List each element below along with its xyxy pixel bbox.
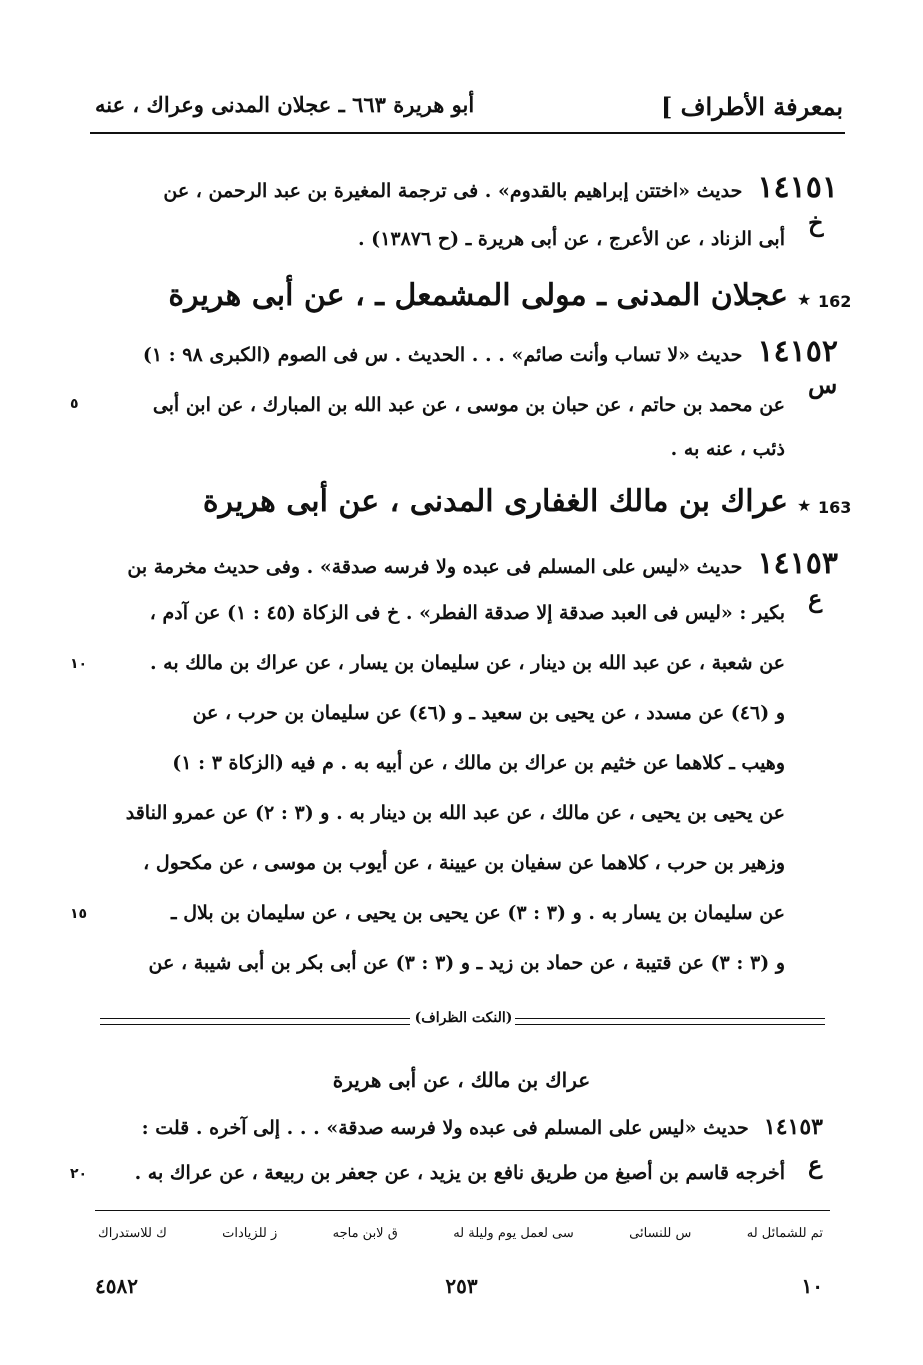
footnote-legend (98, 1226, 823, 1241)
footer-volume: ١٠ (801, 1274, 823, 1298)
divider-rule-right (515, 1018, 825, 1025)
divider-text: النكت الظراف (421, 1010, 506, 1026)
nukat-line1 (142, 1114, 823, 1140)
entry-14153-line8: عن سليمان بن يسار به . و (٣ : ٣) عن يحيى بن يحيى ، عن سليمان بن بلال ـ (171, 902, 785, 924)
entry-14152-line2: عن محمد بن حاتم ، عن حبان بن موسى ، عن عبد الله بن المبارك ، عن ابن أبى (152, 394, 785, 416)
legend-item: ك للاستدراك (98, 1226, 167, 1241)
nukat-sigla: ع (808, 1150, 823, 1179)
entry-text: حديث «لا تساب وأنت صائم» . . . الحديث . س فى الصوم (الكبرى ٩٨ : ١) (142, 344, 743, 366)
entry-number: ١٤١٥٢ (757, 334, 838, 369)
footnote-rule (95, 1210, 830, 1211)
entry-14153-line6: عن يحيى بن يحيى ، عن مالك ، عن عبد الله بن دينار به . و (٣ : ٢) عن عمرو الناقد (125, 802, 785, 824)
nukat-number: ١٤١٥٣ (763, 1114, 823, 1140)
section-163-star: ★ (797, 496, 812, 515)
entry-14153-sigla: ع (808, 584, 823, 613)
section-162-title: عجلان المدنى ـ مولى المشمعل ـ ، عن أبى هريرة (168, 278, 788, 313)
nukat-text: حديث «ليس على المسلم فى عبده ولا فرسه صدقة» . . . إلى آخره . قلت : (141, 1117, 749, 1139)
entry-14153-line7: وزهير بن حرب ، كلاهما عن سفيان بن عيينة ، عن أيوب بن موسى ، عن مكحول ، (143, 852, 785, 874)
section-162-number: 162 (818, 292, 852, 311)
entry-14153-line5: وهيب ـ كلاهما عن خثيم بن عراك بن مالك ، عن أبيه به . م فيه (الزكاة ٣ : ١) (172, 752, 785, 774)
running-header-right: بمعرفة الأطراف ] (660, 92, 843, 121)
margin-line-10: ١٠ (70, 656, 88, 672)
entry-14153-line3: عن شعبة ، عن عبد الله بن دينار ، عن سليمان بن يسار ، عن عراك بن مالك به . (149, 652, 785, 674)
entry-14153-line2: بكير : «ليس فى العبد صدقة إلا صدقة الفطر» . خ فى الزكاة (٤٥ : ١) عن آدم ، (149, 602, 785, 624)
running-header-left: أبو هريرة ٦٦٣ ـ عجلان المدنى وعراك ، عنه (95, 92, 475, 117)
divider-rule-left (100, 1018, 410, 1025)
legend-item: ق لابن ماجه (332, 1226, 398, 1241)
margin-line-20: ٢٠ (70, 1166, 88, 1182)
legend-item: س للنسائى (629, 1226, 692, 1241)
section-163-title: عراك بن مالك الغفارى المدنى ، عن أبى هريرة (202, 484, 788, 519)
footer-page-number: ٢٥٣ (445, 1274, 478, 1298)
nukat-line2: أخرجه قاسم بن أصبغ من طريق نافع بن يزيد ، عن جعفر بن ربيعة ، عن عراك به . (134, 1162, 785, 1184)
nukat-heading: عراك بن مالك ، عن أبى هريرة (332, 1068, 591, 1092)
section-163-number: 163 (818, 498, 852, 517)
divider-label: (النكت الظراف) (414, 1010, 513, 1026)
margin-line-5: ٥ (70, 396, 79, 412)
legend-item: تم للشمائل له (746, 1226, 823, 1241)
entry-number: ١٤١٥٣ (757, 546, 838, 581)
section-162-star: ★ (797, 290, 812, 309)
entry-text: حديث «ليس على المسلم فى عبده ولا فرسه صدقة» . وفى حديث مخرمة بن (127, 556, 743, 578)
entry-14152-line1 (143, 334, 838, 369)
entry-14152-line3: ذئب ، عنه به . (670, 438, 785, 460)
entry-14151-line1 (163, 170, 838, 205)
entry-14152-sigla: س (808, 370, 838, 399)
entry-14151-line2: أبى الزناد ، عن الأعرج ، عن أبى هريرة ـ (ح ١٣٨٧٦) . (357, 228, 785, 250)
margin-line-15: ١٥ (70, 906, 88, 922)
entry-14153-line1 (127, 546, 838, 581)
entry-14151-sigla: خ (808, 208, 824, 237)
entry-14153-line4: و (٤٦) عن مسدد ، عن يحيى بن سعيد ـ و (٤٦) عن سليمان بن حرب ، عن (192, 702, 785, 724)
entry-text: حديث «اختتن إبراهيم بالقدوم» . فى ترجمة المغيرة بن عبد الرحمن ، عن (163, 180, 743, 202)
entry-number: ١٤١٥١ (757, 170, 838, 205)
entry-14153-line9: و (٣ : ٣) عن قتيبة ، عن حماد بن زيد ـ و (٣ : ٣) عن أبى بكر بن أبى شيبة ، عن (148, 952, 785, 974)
legend-item: ز للزيادات (222, 1226, 278, 1241)
footer-code: ٤٥٨٢ (95, 1274, 138, 1298)
legend-item: سى لعمل يوم وليلة له (453, 1226, 574, 1241)
header-rule (90, 132, 845, 134)
